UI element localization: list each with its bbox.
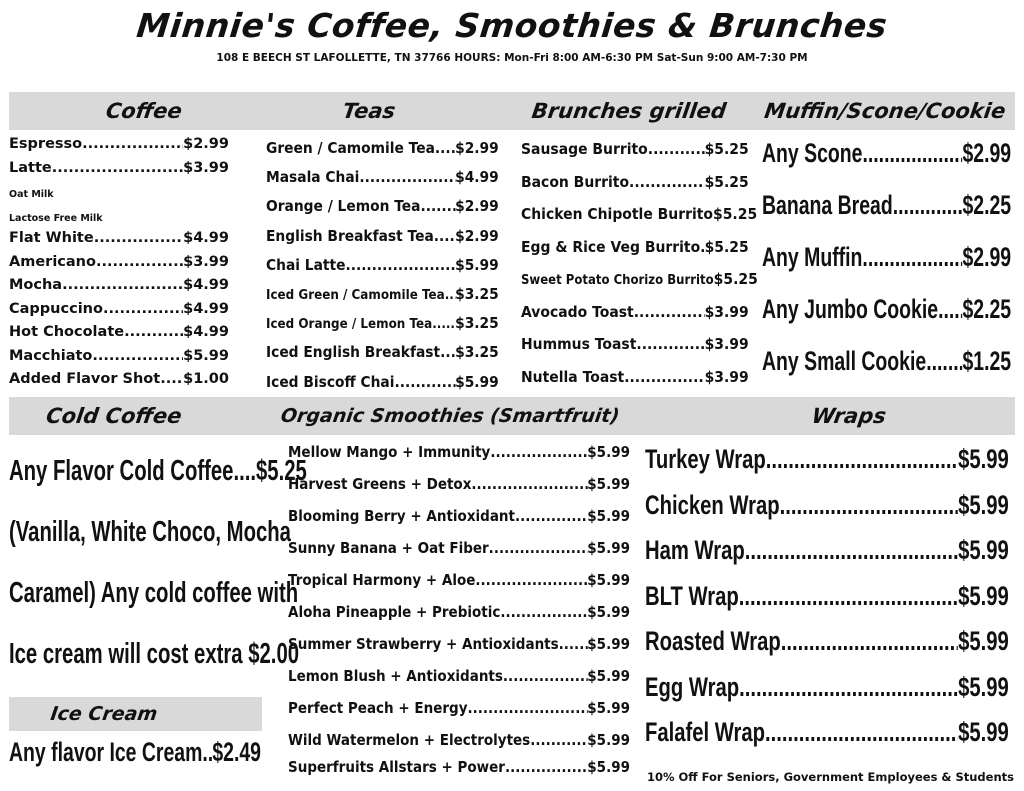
- menu-item: Blooming Berry + Antioxidant ..... $5.99: [288, 507, 630, 539]
- menu-item: Chai Latte ..... $5.99: [266, 256, 499, 285]
- coffee-heading: Coffee: [104, 99, 184, 123]
- cold-coffee-line: Caramel) Any cold coffee with: [9, 577, 299, 609]
- menu-item: Sunny Banana + Oat Fiber ..... $5.99: [288, 539, 630, 571]
- menu-title: Minnie's Coffee, Smoothies & Brunches: [134, 6, 890, 45]
- menu-item: Iced English Breakfast ..... $3.25: [266, 343, 499, 372]
- menu-item: Falafel Wrap ..... $5.99: [645, 717, 1009, 763]
- cold-coffee-line: (Vanilla, White Choco, Mocha: [9, 516, 291, 548]
- cold-coffee-line: Ice cream will cost extra $2.00: [9, 638, 300, 670]
- menu-item: Mellow Mango + Immunity ..... $5.99: [288, 443, 630, 475]
- menu-item: Harvest Greens + Detox ..... $5.99: [288, 475, 630, 507]
- menu-item: Hot Chocolate ..... $4.99: [9, 324, 229, 348]
- teas-heading: Teas: [341, 99, 397, 123]
- menu-item: Hummus Toast ..... $3.99: [521, 335, 749, 368]
- menu-item: Espresso ..... $2.99: [9, 136, 229, 160]
- menu-item: Sausage Burrito ..... $5.25: [521, 140, 749, 173]
- menu-item: Macchiato ..... $5.99: [9, 348, 229, 372]
- address-hours: 108 E BEECH ST LAFOLLETTE, TN 37766 HOURS: Mon-Fri 8:00 AM-6:30 PM Sat-Sun 9:00 AM-7:30 PM: [216, 52, 808, 64]
- menu-item: Egg Wrap ..... $5.99: [645, 672, 1009, 718]
- menu-item: Masala Chai ..... $4.99: [266, 168, 499, 197]
- ice-cream-heading: Ice Cream: [49, 703, 159, 725]
- bakery-list: [762, 138, 1024, 398]
- menu-item: Tropical Harmony + Aloe ..... $5.99: [288, 571, 630, 603]
- milk-option: Oat Milk: [9, 189, 54, 200]
- menu-item: Avocado Toast ..... $3.99: [521, 303, 749, 336]
- menu-item: English Breakfast Tea ..... $2.99: [266, 227, 499, 256]
- menu-item: Flat White ..... $4.99: [9, 230, 229, 254]
- bottom-section-band: [9, 397, 1015, 435]
- menu-item: Chicken Chipotle Burrito $5.25: [521, 205, 758, 223]
- discount-note: 10% Off For Seniors, Government Employees & Students: [647, 770, 1014, 784]
- smoothies-list: [288, 443, 668, 790]
- top-section-band: [9, 92, 1015, 130]
- cold-coffee-line: Any Flavor Cold Coffee....$5.25: [9, 455, 307, 487]
- menu-item: Chicken Wrap ..... $5.99: [645, 490, 1009, 536]
- brunches-heading: Brunches grilled: [530, 99, 728, 123]
- menu-item: Lemon Blush + Antioxidants ..... $5.99: [288, 667, 630, 699]
- menu-item: Egg & Rice Veg Burrito ..... $5.25: [521, 238, 749, 271]
- milk-option: Lactose Free Milk: [9, 212, 103, 224]
- menu-item: Americano ..... $3.99: [9, 254, 229, 278]
- teas-list: [266, 139, 519, 402]
- menu-item: Mocha ..... $4.99: [9, 277, 229, 301]
- menu-item: Summer Strawberry + Antioxidants ..... $5.99: [288, 635, 630, 667]
- menu-item: Superfruits Allstars + Power ..... $5.99: [288, 758, 630, 790]
- wraps-heading: Wraps: [810, 404, 888, 428]
- menu-item: Wild Watermelon + Electrolytes ..... $5.99: [288, 731, 630, 758]
- menu-item: Any flavor Ice Cream ..... $2.49: [9, 737, 261, 768]
- menu-item: Sweet Potato Chorizo Burrito $5.25: [521, 270, 758, 288]
- menu-item: Cappuccino ..... $4.99: [9, 301, 229, 325]
- cold-coffee-heading: Cold Coffee: [44, 404, 184, 428]
- menu-item: Any Jumbo Cookie ..... $2.25: [762, 294, 1011, 346]
- menu-item: Green / Camomile Tea ..... $2.99: [266, 139, 499, 168]
- menu-item: Ham Wrap ..... $5.99: [645, 535, 1009, 581]
- brunches-list: [521, 140, 774, 400]
- ice-cream-band: [9, 697, 262, 731]
- menu-item: Roasted Wrap ..... $5.99: [645, 626, 1009, 672]
- menu-item: Any Muffin ..... $2.99: [762, 242, 1011, 294]
- menu-item: Bacon Burrito ..... $5.25: [521, 173, 749, 206]
- menu-item: Latte ..... $3.99: [9, 160, 229, 184]
- smoothies-heading: Organic Smoothies (Smartfruit): [279, 405, 621, 427]
- menu-item: Any Scone ..... $2.99: [762, 138, 1011, 190]
- menu-item: Iced Orange / Lemon Tea ..... $3.25: [266, 314, 499, 343]
- menu-item: Iced Biscoff Chai ..... $5.99: [266, 373, 499, 402]
- menu-item: Banana Bread ..... $2.25: [762, 190, 1011, 242]
- menu-item: Aloha Pineapple + Prebiotic ..... $5.99: [288, 603, 630, 635]
- bakery-heading: Muffin/Scone/Cookie: [762, 99, 1008, 123]
- menu-item: Turkey Wrap ..... $5.99: [645, 444, 1009, 490]
- menu-item: Perfect Peach + Energy ..... $5.99: [288, 699, 630, 731]
- menu-item: Added Flavor Shot ..... $1.00: [9, 371, 229, 395]
- coffee-list: [9, 136, 229, 395]
- menu-item: Iced Green / Camomile Tea ..... $3.25: [266, 285, 499, 314]
- menu-item: Nutella Toast ..... $3.99: [521, 368, 749, 401]
- menu-item: Orange / Lemon Tea ..... $2.99: [266, 197, 499, 226]
- menu-item: BLT Wrap ..... $5.99: [645, 581, 1009, 627]
- wraps-list: [645, 444, 1024, 763]
- menu-item: Any Small Cookie ..... $1.25: [762, 346, 1011, 398]
